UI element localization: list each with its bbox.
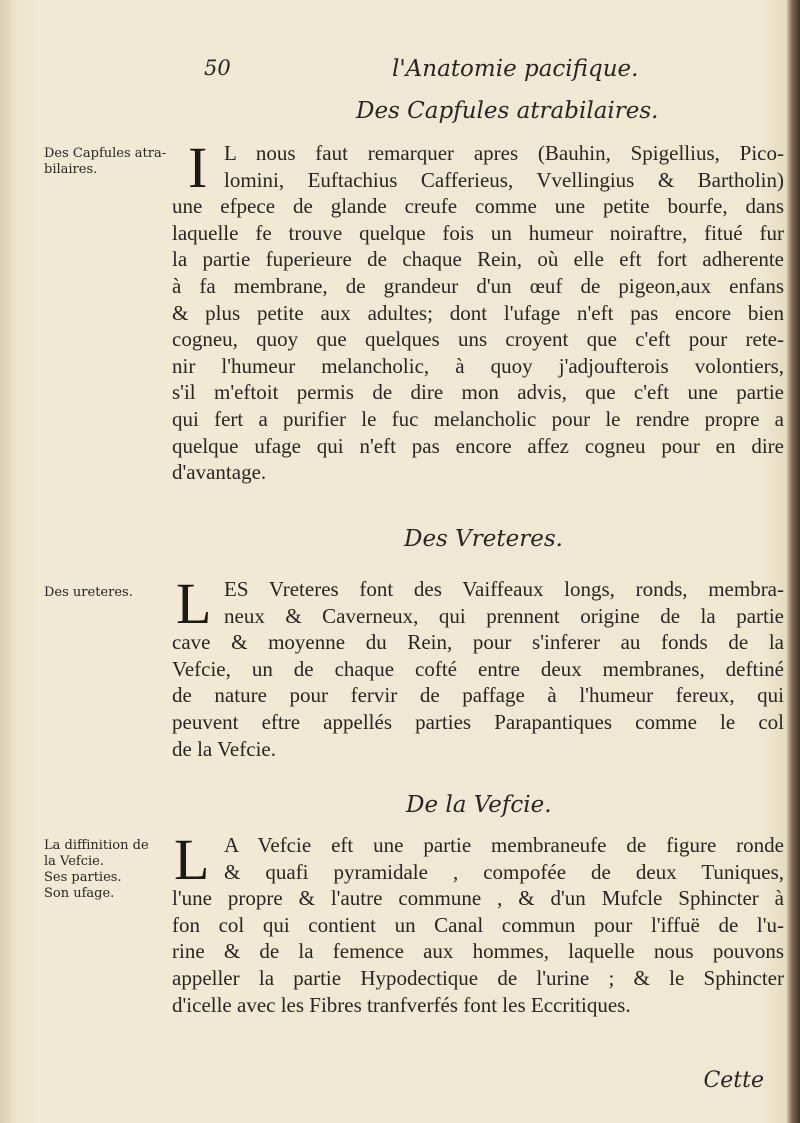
drop-cap: L (174, 827, 210, 892)
paragraph-ureteres (172, 571, 784, 762)
catchword: Cette (703, 1068, 764, 1093)
text-line: neux & Caverneux, qui prennent origine de la partie (224, 603, 784, 628)
text-line: fon col qui contient un Canal commun pour l'iffuë de l'u- (172, 912, 784, 937)
drop-cap: L (176, 571, 212, 636)
margin-note-line: La diffinition de (44, 838, 149, 853)
running-title: l'Anatomie pacifique. (392, 56, 639, 82)
page-header (196, 56, 756, 86)
margin-note-line: Des ureteres. (44, 585, 133, 600)
text-line: à fa membrane, de grandeur d'un œuf de pigeon,aux enfans (172, 273, 784, 298)
margin-note-line: Son ufage. (44, 886, 115, 901)
page-number: 50 (204, 56, 231, 80)
text-line: quelque ufage qui n'eft pas encore affez cogneu pour en dire (172, 433, 784, 458)
text-line: A Vefcie eft une partie membraneufe de figure ronde (224, 833, 784, 857)
margin-note-line: Ses parties. (44, 870, 122, 885)
text-line: qui fert a purifier le fuc melancholic pour le rendre propre a (172, 406, 784, 431)
text-line: Vefcie, un de chaque cofté entre deux membranes, deftiné (172, 656, 784, 681)
text-line: s'il m'eftoit permis de dire mon advis, que c'eft une partie (172, 380, 784, 405)
margin-note-vescie (44, 838, 170, 902)
text-line: L nous faut remarquer apres (Bauhin, Spigellius, Pico- (224, 141, 784, 165)
section-title-capsules: Des Capfules atrabilaires. (356, 98, 659, 124)
text-line: de la Vefcie. (172, 736, 276, 761)
text-line: d'avantage. (172, 460, 267, 485)
text-line: la partie fuperieure de chaque Rein, où elle eft fort adherente (172, 247, 784, 272)
text-line: rine & de la femence aux hommes, laquelle nous pouvons (172, 939, 784, 964)
text-line: appeller la partie Hypodectique de l'urine ; & le Sphincter (172, 965, 784, 990)
text-line: de nature pour fervir de paffage à l'humeur fereux, qui (172, 683, 784, 708)
text-line: une efpece de glande creufe comme une petite bourfe, dans (172, 194, 784, 219)
text-line: cave & moyenne du Rein, pour s'inferer au fonds de la (172, 630, 784, 655)
section-title-vescie: De la Vefcie. (406, 792, 552, 818)
paragraph-capsules (172, 135, 784, 486)
text-line: lomini, Euftachius Cafferieus, Vvellingius & Bartholin) (224, 167, 784, 192)
text-line: cogneu, quoy que quelques uns croyent que c'eft pour rete- (172, 327, 784, 352)
margin-note-capsules (44, 146, 170, 178)
text-line: l'une propre & l'autre commune , & d'un Mufcle Sphincter à (172, 886, 784, 911)
text-line: ES Vreteres font des Vaiffeaux longs, ronds, membra- (224, 577, 784, 601)
paragraph-vescie (172, 827, 784, 1018)
text-line: & plus petite aux adultes; dont l'ufage n'eft pas encore bien (172, 300, 784, 325)
text-line: nir l'humeur melancholic, à quoy j'adjoufterois volontiers, (172, 353, 784, 378)
margin-note-line: bilaires. (44, 162, 98, 177)
margin-note-ureteres (44, 585, 170, 601)
text-line: & quafi pyramidale , compofée de deux Tuniques, (224, 859, 784, 884)
text-line: peuvent eftre appellés parties Parapantiques comme le col (172, 709, 784, 734)
drop-cap: I (188, 135, 208, 200)
margin-note-line: la Vefcie. (44, 854, 105, 869)
section-title-ureteres: Des Vreteres. (404, 526, 563, 552)
text-line: d'icelle avec les Fibres tranfverfés font les Eccritiques. (172, 992, 631, 1017)
margin-note-line: Des Capfules atra- (44, 146, 167, 161)
text-line: laquelle fe trouve quelque fois un humeur noiraftre, fitué fur (172, 220, 784, 245)
